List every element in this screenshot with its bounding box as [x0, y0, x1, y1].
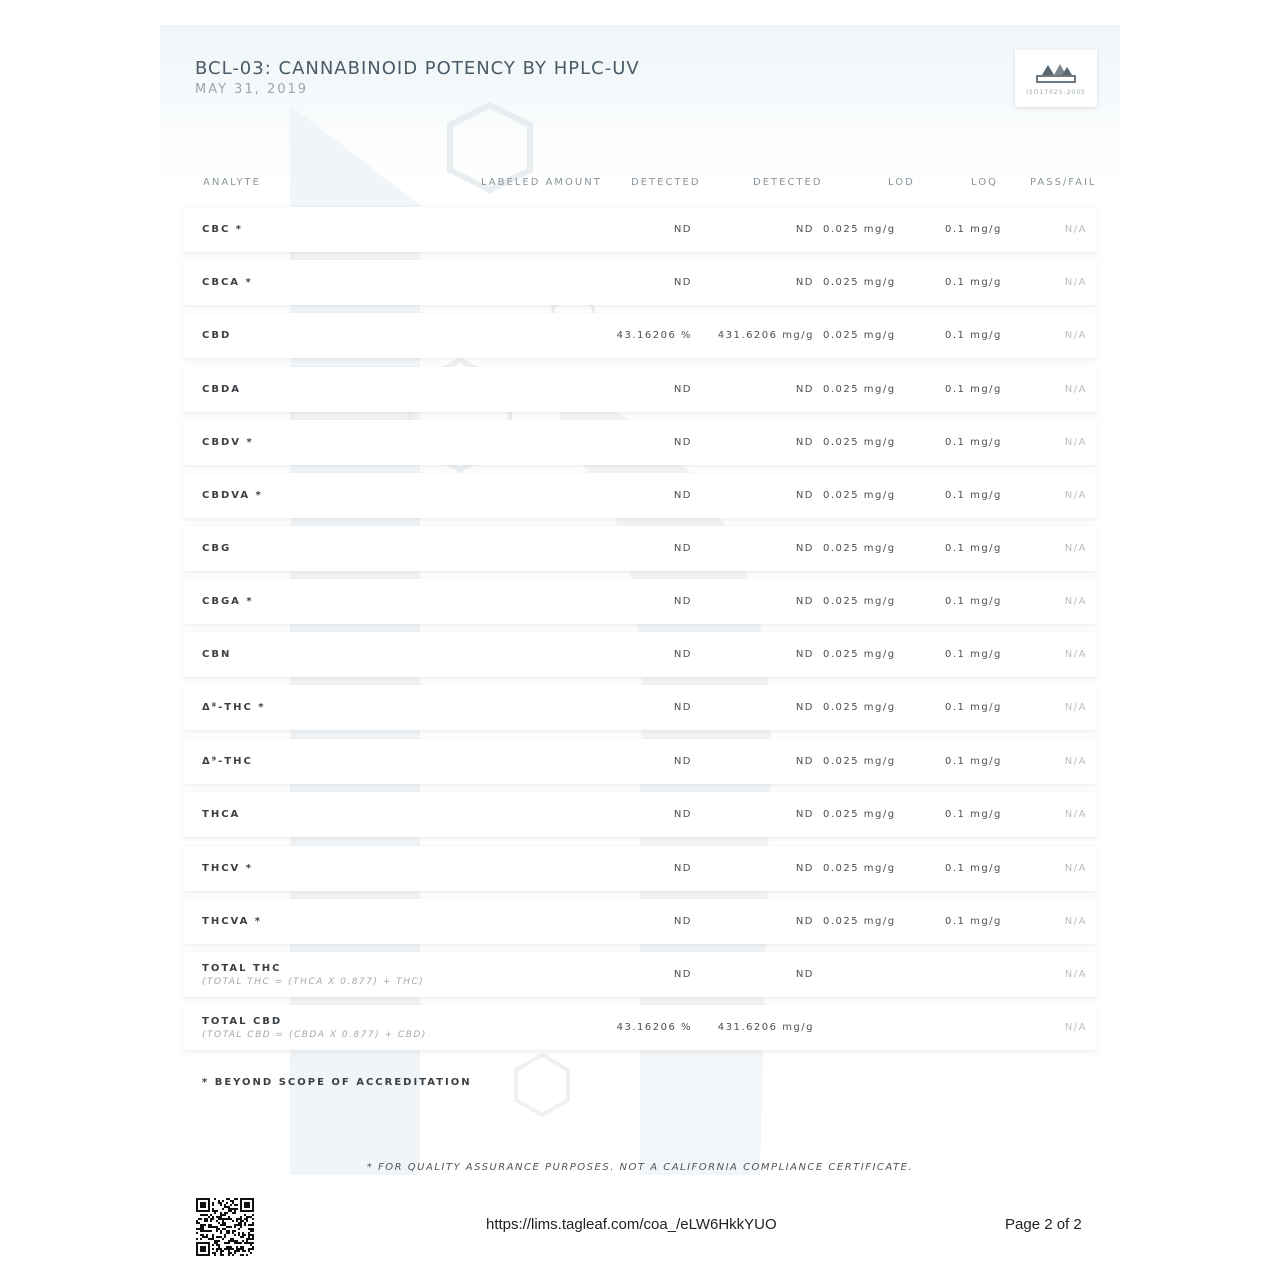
lod-cell: 0.025 mg/g: [823, 224, 896, 235]
table-row: [183, 260, 1097, 305]
report-sheet: [160, 25, 1120, 1175]
analyte-name: TOTAL THC: [202, 962, 282, 974]
analyte-name: CBG: [202, 543, 232, 554]
table-row: [183, 526, 1097, 571]
detected-percent-cell: 43.16206 %: [616, 330, 692, 341]
analyte-name: THCA: [202, 809, 241, 820]
analyte-formula: (TOTAL CBD = (CBDA X 0.877) + CBD): [202, 1029, 427, 1040]
table-row: [183, 632, 1097, 677]
pass-fail-cell: N/A: [1064, 330, 1087, 341]
detected-mg-cell: ND: [795, 969, 814, 980]
detected-mg-cell: 431.6206 mg/g: [717, 1022, 814, 1033]
lod-cell: 0.025 mg/g: [823, 330, 896, 341]
pass-fail-cell: N/A: [1064, 809, 1087, 820]
loq-cell: 0.1 mg/g: [945, 649, 1002, 660]
analyte-name: THCV *: [202, 863, 253, 874]
analyte-cell: [202, 207, 243, 252]
analyte-cell: [202, 367, 241, 412]
analyte-formula: (TOTAL THC = (THCA X 0.877) + THC): [202, 976, 425, 987]
qr-code-icon[interactable]: [196, 1198, 254, 1256]
analyte-name: CBDV *: [202, 437, 254, 448]
table-row: [183, 899, 1097, 944]
pass-fail-cell: N/A: [1064, 596, 1087, 607]
lod-cell: 0.025 mg/g: [823, 384, 896, 395]
detected-mg-cell: ND: [795, 277, 814, 288]
col-loq: LOQ: [971, 177, 998, 188]
table-row: [183, 846, 1097, 891]
detected-mg-cell: ND: [795, 702, 814, 713]
col-labeled-amount: LABELED AMOUNT: [481, 177, 602, 188]
coa-link[interactable]: https://lims.tagleaf.com/coa_/eLW6HkkYUO: [486, 1216, 777, 1233]
report-date: MAY 31, 2019: [195, 82, 309, 97]
detected-percent-cell: ND: [673, 702, 692, 713]
analyte-name: CBCA *: [202, 277, 253, 288]
col-pass-fail: PASS/FAIL: [1030, 177, 1097, 188]
analyte-cell: [202, 792, 240, 837]
pass-fail-cell: N/A: [1064, 969, 1087, 980]
table-row: [183, 207, 1097, 252]
lod-cell: 0.025 mg/g: [823, 756, 896, 767]
table-row: [183, 1005, 1097, 1050]
loq-cell: 0.1 mg/g: [945, 330, 1002, 341]
analyte-cell: [202, 420, 254, 465]
analyte-name: CBDVA *: [202, 490, 263, 501]
loq-cell: 0.1 mg/g: [945, 702, 1002, 713]
pass-fail-cell: N/A: [1064, 224, 1087, 235]
loq-cell: 0.1 mg/g: [945, 916, 1002, 927]
analyte-cell: [202, 632, 231, 677]
lod-cell: 0.025 mg/g: [823, 277, 896, 288]
accreditation-logo-icon: [1034, 61, 1078, 85]
detected-percent-cell: ND: [673, 649, 692, 660]
loq-cell: 0.1 mg/g: [945, 437, 1002, 448]
detected-percent-cell: ND: [673, 756, 692, 767]
table-row: [183, 579, 1097, 624]
pass-fail-cell: N/A: [1064, 384, 1087, 395]
detected-percent-cell: ND: [673, 543, 692, 554]
table-row: [183, 739, 1097, 784]
lod-cell: 0.025 mg/g: [823, 543, 896, 554]
detected-percent-cell: ND: [673, 596, 692, 607]
qa-disclaimer: * FOR QUALITY ASSURANCE PURPOSES. NOT A CALIFORNIA COMPLIANCE CERTIFICATE.: [366, 1162, 914, 1173]
page-number: Page 2 of 2: [1005, 1216, 1082, 1233]
analyte-cell: [202, 473, 263, 518]
pass-fail-cell: N/A: [1064, 756, 1087, 767]
col-lod: LOD: [888, 177, 915, 188]
loq-cell: 0.1 mg/g: [945, 384, 1002, 395]
table-row: [183, 685, 1097, 730]
loq-cell: 0.1 mg/g: [945, 543, 1002, 554]
lod-cell: 0.025 mg/g: [823, 437, 896, 448]
accreditation-badge: [1015, 50, 1097, 107]
detected-percent-cell: ND: [673, 916, 692, 927]
detected-percent-cell: ND: [673, 277, 692, 288]
loq-cell: 0.1 mg/g: [945, 863, 1002, 874]
lod-cell: 0.025 mg/g: [823, 596, 896, 607]
analyte-name: CBN: [202, 649, 232, 660]
pass-fail-cell: N/A: [1064, 277, 1087, 288]
detected-percent-cell: ND: [673, 384, 692, 395]
detected-percent-cell: ND: [673, 437, 692, 448]
lod-cell: 0.025 mg/g: [823, 649, 896, 660]
analyte-cell: [202, 579, 254, 624]
loq-cell: 0.1 mg/g: [945, 277, 1002, 288]
accreditation-footnote: * BEYOND SCOPE OF ACCREDITATION: [202, 1077, 472, 1088]
analyte-cell: [202, 846, 253, 891]
analyte-name: TOTAL CBD: [202, 1015, 283, 1027]
loq-cell: 0.1 mg/g: [945, 756, 1002, 767]
detected-percent-cell: ND: [673, 224, 692, 235]
analyte-cell: [202, 313, 231, 358]
pass-fail-cell: N/A: [1064, 916, 1087, 927]
detected-mg-cell: ND: [795, 384, 814, 395]
detected-percent-cell: ND: [673, 863, 692, 874]
analyte-name: CBGA *: [202, 596, 254, 607]
detected-mg-cell: 431.6206 mg/g: [717, 330, 814, 341]
detected-mg-cell: ND: [795, 543, 814, 554]
lod-cell: 0.025 mg/g: [823, 863, 896, 874]
loq-cell: 0.1 mg/g: [945, 224, 1002, 235]
pass-fail-cell: N/A: [1064, 437, 1087, 448]
lod-cell: 0.025 mg/g: [823, 809, 896, 820]
analyte-name: CBD: [202, 330, 232, 341]
accreditation-text: ISO17025:2005: [1026, 89, 1086, 96]
analyte-name: THCVA *: [202, 916, 263, 927]
analyte-cell: [202, 952, 424, 997]
analyte-name: CBC *: [202, 224, 244, 235]
lod-cell: 0.025 mg/g: [823, 490, 896, 501]
loq-cell: 0.1 mg/g: [945, 596, 1002, 607]
loq-cell: 0.1 mg/g: [945, 809, 1002, 820]
col-analyte: ANALYTE: [203, 177, 261, 188]
detected-percent-cell: 43.16206 %: [616, 1022, 692, 1033]
table-row: [183, 420, 1097, 465]
detected-mg-cell: ND: [795, 756, 814, 767]
analyte-name: CBDA: [202, 384, 242, 395]
analyte-cell: [202, 1005, 427, 1050]
detected-mg-cell: ND: [795, 596, 814, 607]
pass-fail-cell: N/A: [1064, 1022, 1087, 1033]
analyte-name: Δ⁹-THC: [202, 756, 253, 767]
table-row: [183, 952, 1097, 997]
analyte-cell: [202, 739, 253, 784]
lod-cell: 0.025 mg/g: [823, 702, 896, 713]
detected-mg-cell: ND: [795, 863, 814, 874]
analyte-name: Δ⁸-THC *: [202, 702, 266, 713]
loq-cell: 0.1 mg/g: [945, 490, 1002, 501]
detected-mg-cell: ND: [795, 649, 814, 660]
table-row: [183, 367, 1097, 412]
analyte-cell: [202, 260, 253, 305]
pass-fail-cell: N/A: [1064, 702, 1087, 713]
detected-mg-cell: ND: [795, 224, 814, 235]
analyte-cell: [202, 685, 266, 730]
pass-fail-cell: N/A: [1064, 490, 1087, 501]
analyte-cell: [202, 899, 262, 944]
table-row: [183, 313, 1097, 358]
lod-cell: 0.025 mg/g: [823, 916, 896, 927]
pass-fail-cell: N/A: [1064, 543, 1087, 554]
table-row: [183, 473, 1097, 518]
detected-percent-cell: ND: [673, 490, 692, 501]
detected-mg-cell: ND: [795, 916, 814, 927]
report-title: BCL-03: CANNABINOID POTENCY BY HPLC-UV: [195, 58, 640, 79]
analyte-cell: [202, 526, 231, 571]
pass-fail-cell: N/A: [1064, 649, 1087, 660]
pass-fail-cell: N/A: [1064, 863, 1087, 874]
detected-mg-cell: ND: [795, 437, 814, 448]
table-row: [183, 792, 1097, 837]
col-detected-mg: DETECTED: [753, 177, 823, 188]
detected-percent-cell: ND: [673, 969, 692, 980]
detected-mg-cell: ND: [795, 490, 814, 501]
col-detected-percent: DETECTED: [631, 177, 701, 188]
detected-percent-cell: ND: [673, 809, 692, 820]
detected-mg-cell: ND: [795, 809, 814, 820]
